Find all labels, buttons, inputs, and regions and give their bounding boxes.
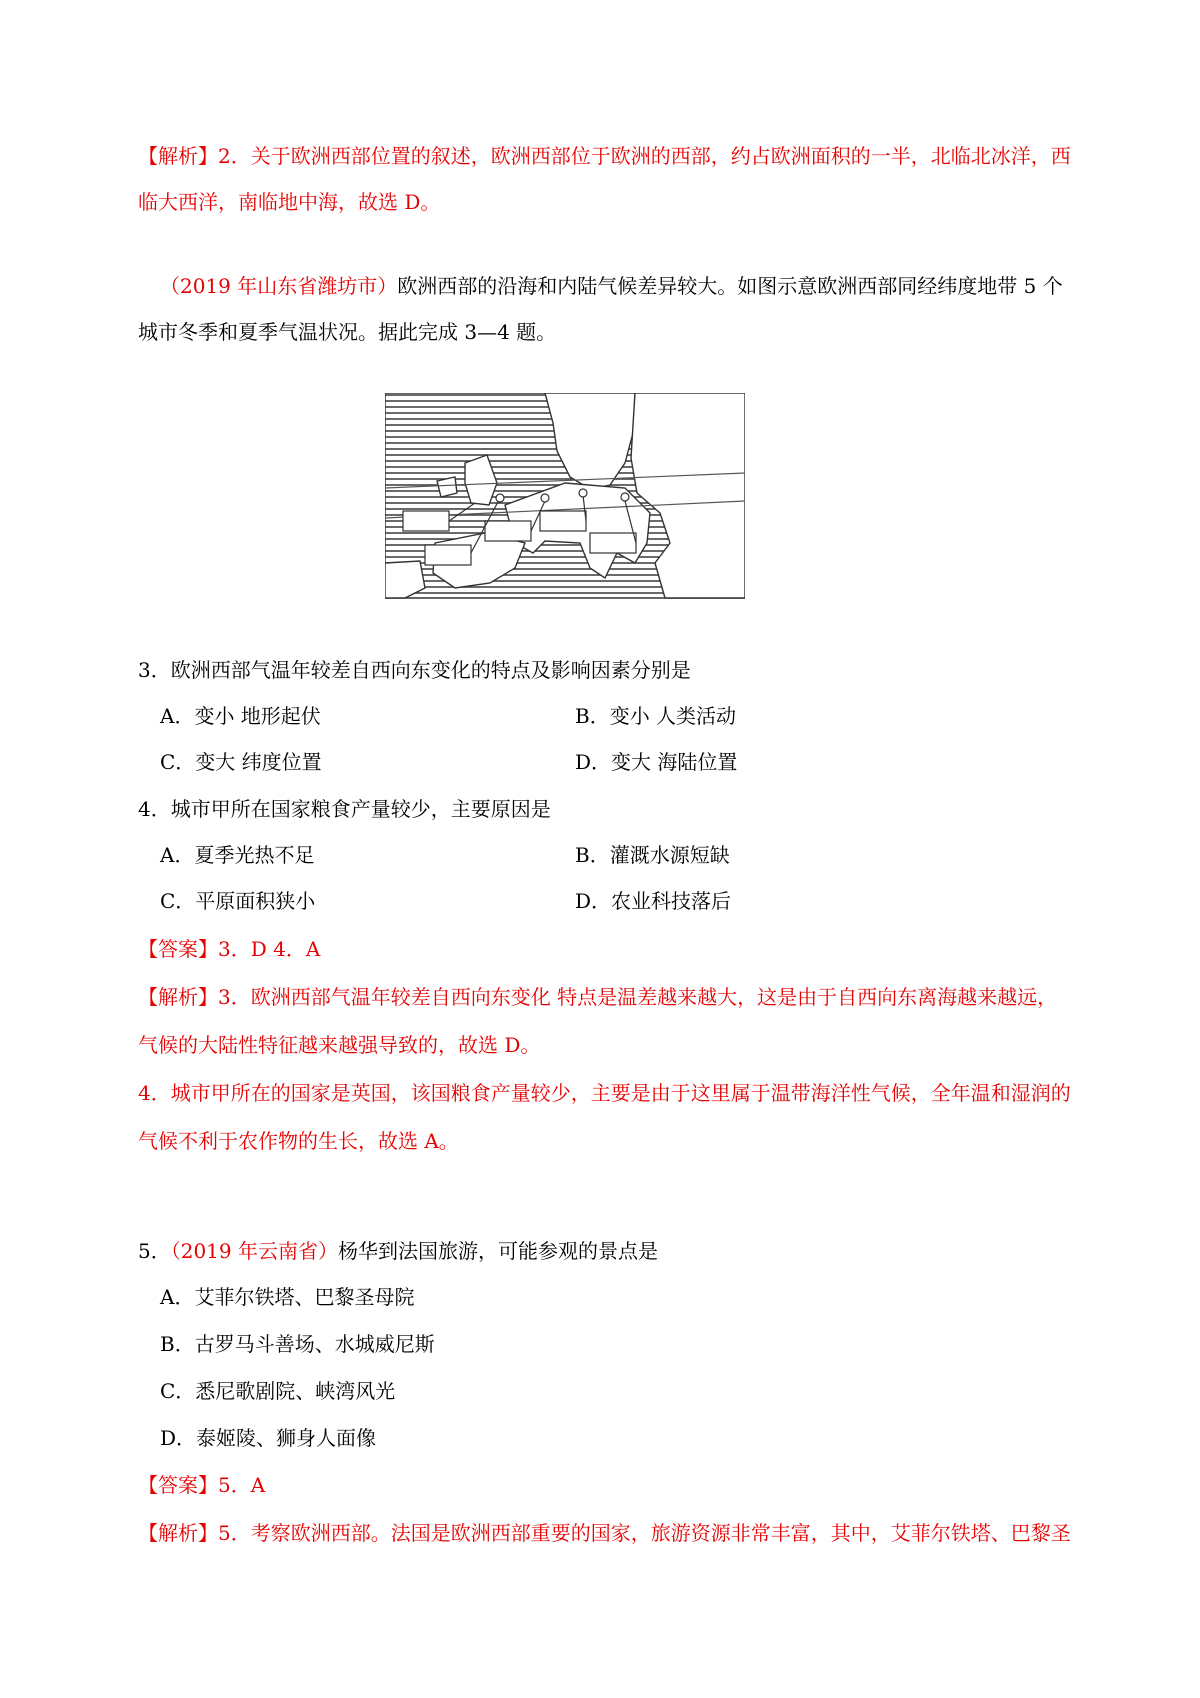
- question-4-stem: 4．城市甲所在国家粮食产量较少，主要原因是: [138, 797, 551, 821]
- question-5-number: 5．: [138, 1239, 171, 1263]
- question-4-option-a: A．夏季光热不足: [160, 843, 315, 867]
- answer-3-4: 【答案】3．D 4．A: [138, 937, 321, 961]
- analysis-3-4-line-2: 气候的大陆性特征越来越强导致的，故选 D。: [138, 1033, 541, 1057]
- question-5-option-a: A．艾菲尔铁塔、巴黎圣母院: [160, 1285, 415, 1309]
- analysis-3-4-line-3: 4．城市甲所在的国家是英国，该国粮食产量较少，主要是由于这里属于温带海洋性气候，全年温和湿润的: [138, 1081, 1071, 1105]
- question-5-source: （2019 年云南省）: [170, 1239, 338, 1263]
- question-4-option-b: B．灌溉水源短缺: [575, 843, 730, 867]
- question-3-4-intro-line-1: [160, 272, 1063, 300]
- europe-climate-map: [385, 393, 745, 608]
- question-3-option-b: B．变小 人类活动: [575, 704, 737, 728]
- question-3-4-intro-text: 欧洲西部的沿海和内陆气候差异较大。如图示意欧洲西部同经纬度地带 5 个: [397, 274, 1063, 298]
- analysis-2-line-1: 【解析】2．关于欧洲西部位置的叙述，欧洲西部位于欧洲的西部，约占欧洲面积的一半，北临北冰洋，西: [138, 144, 1071, 168]
- question-5-option-b: B．古罗马斗善场、水城威尼斯: [160, 1332, 435, 1356]
- question-4-option-d: D．农业科技落后: [575, 889, 732, 913]
- question-4-option-c: C．平原面积狭小: [160, 889, 316, 913]
- question-5-option-c: C．悉尼歌剧院、峡湾风光: [160, 1379, 396, 1403]
- analysis-3-4-line-4: 气候不利于农作物的生长，故选 A。: [138, 1129, 459, 1153]
- question-5-stem: [138, 1237, 658, 1265]
- question-3-option-a: A．变小 地形起伏: [160, 704, 321, 728]
- question-5-option-d: D．泰姬陵、狮身人面像: [160, 1426, 377, 1450]
- analysis-5-line-1: 【解析】5．考察欧洲西部。法国是欧洲西部重要的国家，旅游资源非常丰富，其中，艾菲尔铁塔、巴黎圣: [138, 1521, 1071, 1545]
- question-5-text: 杨华到法国旅游，可能参观的景点是: [338, 1239, 658, 1263]
- question-3-4-intro-line-2: 城市冬季和夏季气温状况。据此完成 3—4 题。: [138, 320, 557, 344]
- answer-5: 【答案】5．A: [138, 1473, 266, 1497]
- question-3-stem: 3．欧洲西部气温年较差自西向东变化的特点及影响因素分别是: [138, 658, 691, 682]
- question-3-option-c: C．变大 纬度位置: [160, 750, 322, 774]
- question-3-4-source: （2019 年山东省潍坊市）: [160, 274, 398, 298]
- analysis-2-line-2: 临大西洋，南临地中海，故选 D。: [138, 190, 441, 214]
- question-3-option-d: D．变大 海陆位置: [575, 750, 738, 774]
- analysis-3-4-line-1: 【解析】3．欧洲西部气温年较差自西向东变化 特点是温差越来越大，这是由于自西向东离海越来越远，: [138, 985, 1058, 1009]
